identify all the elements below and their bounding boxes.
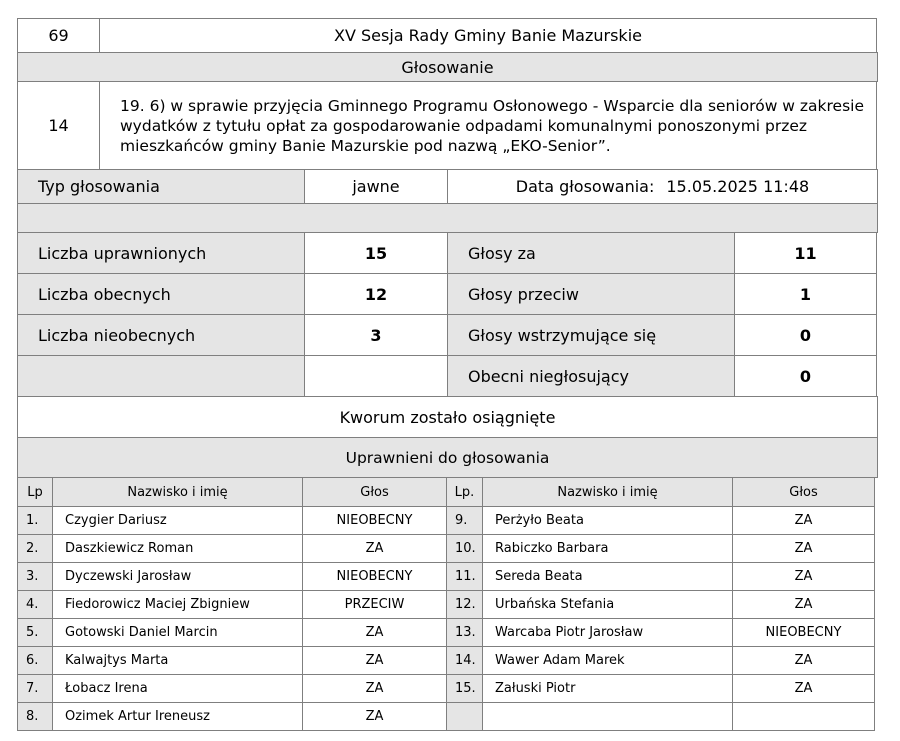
voter-lp: 11.: [446, 562, 483, 591]
voter-vote: ZA: [302, 534, 447, 563]
vote-date: [447, 169, 878, 204]
voter-table-row: [17, 506, 877, 534]
voter-name: Sereda Beata: [482, 562, 733, 591]
voter-lp: 14.: [446, 646, 483, 675]
col-name-right: Nazwisko i imię: [482, 477, 733, 507]
col-lp-right: Lp.: [446, 477, 483, 507]
voters-title: Uprawnieni do głosowania: [17, 437, 878, 478]
voter-table-row: [17, 646, 877, 674]
spacer-bar: [17, 203, 878, 233]
stats-row-2: [17, 273, 877, 314]
votes-for-value: 11: [734, 232, 877, 274]
col-name-left: Nazwisko i imię: [52, 477, 303, 507]
voter-name: Daszkiewicz Roman: [52, 534, 303, 563]
voter-lp: 9.: [446, 506, 483, 535]
voter-lp: [446, 702, 483, 731]
voter-vote: ZA: [732, 534, 875, 563]
empty-label-cell: [17, 355, 305, 397]
voter-name: Ozimek Artur Ireneusz: [52, 702, 303, 731]
not-voting-label: Obecni niegłosujący: [447, 355, 735, 397]
col-vote-left: Głos: [302, 477, 447, 507]
present-label: Liczba obecnych: [17, 273, 305, 315]
voter-table-row: [17, 590, 877, 618]
voter-name: Perżyło Beata: [482, 506, 733, 535]
voter-vote: ZA: [732, 674, 875, 703]
voter-name: Warcaba Piotr Jarosław: [482, 618, 733, 647]
vote-date-value: 15.05.2025 11:48: [666, 177, 810, 196]
votes-for-label: Głosy za: [447, 232, 735, 274]
voter-name: Czygier Dariusz: [52, 506, 303, 535]
voter-table-row: [17, 618, 877, 646]
voter-lp: 12.: [446, 590, 483, 619]
present-value: 12: [304, 273, 448, 315]
item-number: 14: [17, 81, 100, 170]
voter-vote: NIEOBECNY: [732, 618, 875, 647]
col-lp-left: Lp: [17, 477, 53, 507]
voters-table-body: [17, 506, 877, 730]
item-subject: 19. 6) w sprawie przyjęcia Gminnego Programu Osłonowego - Wsparcie dla seniorów w zakresie wydatków z tytułu opłat za gospodarowanie odpadami komunalnymi ponoszonymi przez mieszkańców gminy Banie Mazurskie pod nazwą „EKO-Senior”.: [99, 81, 877, 170]
eligible-value: 15: [304, 232, 448, 274]
vote-date-label: Data głosowania:: [515, 177, 655, 196]
voter-table-row: [17, 562, 877, 590]
voter-vote: NIEOBECNY: [302, 506, 447, 535]
section-title: Głosowanie: [17, 52, 878, 82]
voter-vote: PRZECIW: [302, 590, 447, 619]
vote-type-row: [17, 169, 877, 203]
voter-vote: ZA: [732, 590, 875, 619]
absent-value: 3: [304, 314, 448, 356]
voter-name: Łobacz Irena: [52, 674, 303, 703]
voter-vote: ZA: [732, 562, 875, 591]
voter-name: Kalwajtys Marta: [52, 646, 303, 675]
voter-name: Rabiczko Barbara: [482, 534, 733, 563]
voters-header-row: [17, 477, 877, 506]
quorum-status: Kworum zostało osiągnięte: [17, 396, 878, 438]
voter-name: Załuski Piotr: [482, 674, 733, 703]
col-vote-right: Głos: [732, 477, 875, 507]
voter-vote: ZA: [302, 618, 447, 647]
abstain-value: 0: [734, 314, 877, 356]
voter-lp: 2.: [17, 534, 53, 563]
votes-against-label: Głosy przeciw: [447, 273, 735, 315]
voter-lp: 7.: [17, 674, 53, 703]
voter-name: Dyczewski Jarosław: [52, 562, 303, 591]
voter-lp: 10.: [446, 534, 483, 563]
voter-lp: 3.: [17, 562, 53, 591]
voter-lp: 4.: [17, 590, 53, 619]
voter-vote: ZA: [302, 646, 447, 675]
voter-vote: ZA: [302, 702, 447, 731]
voter-vote: [732, 702, 875, 731]
vote-type-value: jawne: [304, 169, 448, 204]
voter-name: Gotowski Daniel Marcin: [52, 618, 303, 647]
voter-table-row: [17, 534, 877, 562]
voter-lp: 15.: [446, 674, 483, 703]
voter-lp: 13.: [446, 618, 483, 647]
voting-report: [17, 18, 877, 730]
session-number: 69: [17, 18, 100, 53]
votes-against-value: 1: [734, 273, 877, 315]
session-title: XV Sesja Rady Gminy Banie Mazurskie: [99, 18, 877, 53]
stats-row-1: [17, 232, 877, 273]
stats-row-3: [17, 314, 877, 355]
item-row: [17, 81, 877, 169]
voter-name: [482, 702, 733, 731]
voter-vote: ZA: [302, 674, 447, 703]
voter-name: Urbańska Stefania: [482, 590, 733, 619]
voter-lp: 8.: [17, 702, 53, 731]
voter-vote: ZA: [732, 646, 875, 675]
voter-vote: ZA: [732, 506, 875, 535]
voter-lp: 6.: [17, 646, 53, 675]
empty-value-cell: [304, 355, 448, 397]
voter-lp: 1.: [17, 506, 53, 535]
voter-lp: 5.: [17, 618, 53, 647]
eligible-label: Liczba uprawnionych: [17, 232, 305, 274]
voter-table-row: [17, 674, 877, 702]
not-voting-value: 0: [734, 355, 877, 397]
absent-label: Liczba nieobecnych: [17, 314, 305, 356]
session-header: [17, 18, 877, 52]
voter-name: Fiedorowicz Maciej Zbigniew: [52, 590, 303, 619]
voter-table-row: [17, 702, 877, 730]
voter-name: Wawer Adam Marek: [482, 646, 733, 675]
voter-vote: NIEOBECNY: [302, 562, 447, 591]
abstain-label: Głosy wstrzymujące się: [447, 314, 735, 356]
stats-row-4: [17, 355, 877, 396]
vote-type-label: Typ głosowania: [17, 169, 305, 204]
